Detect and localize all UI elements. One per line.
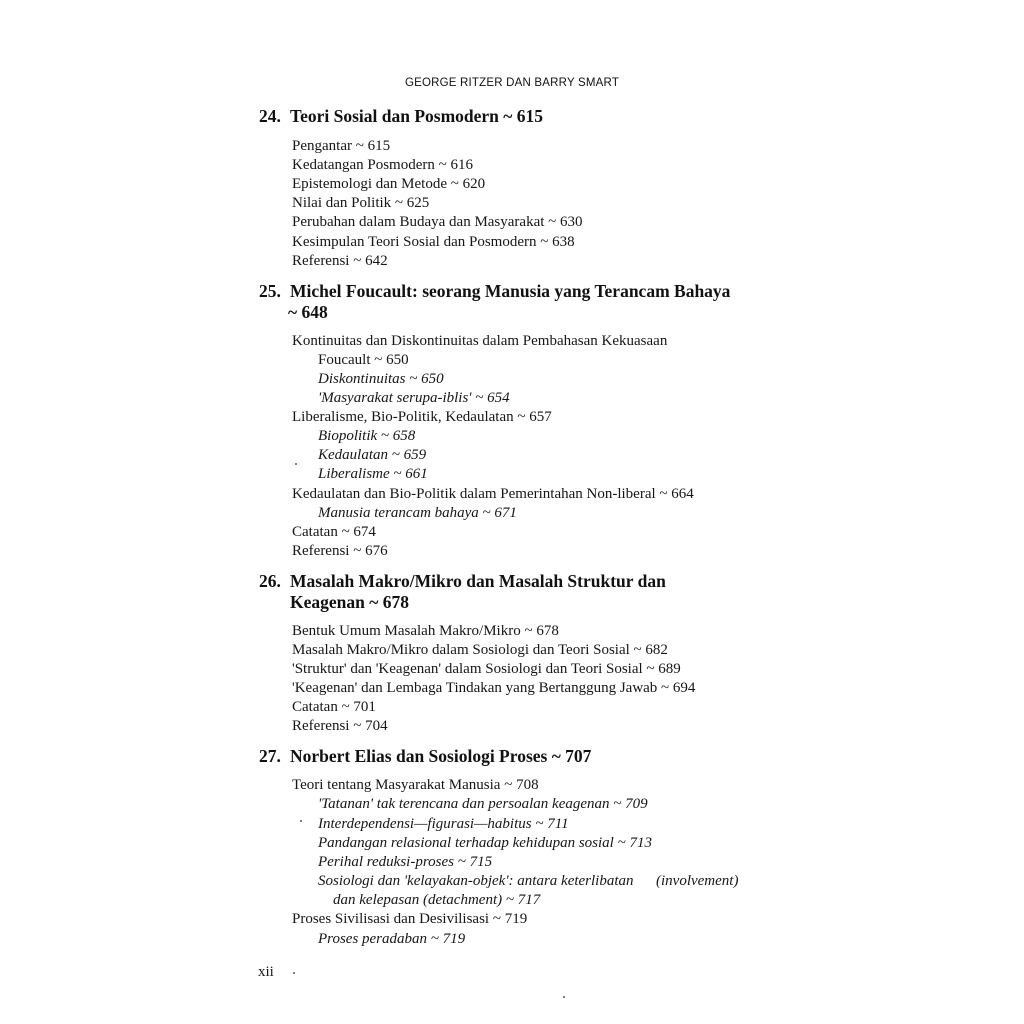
toc-subentry: 'Masyarakat serupa-iblis' ~ 654 bbox=[318, 390, 510, 406]
toc-entry: Kedatangan Posmodern ~ 616 bbox=[292, 157, 473, 173]
toc-entry: Pengantar ~ 615 bbox=[292, 138, 391, 154]
toc-subentry: dan kelepasan (detachment) ~ 717 bbox=[333, 892, 541, 908]
chapter-25-heading bbox=[259, 281, 730, 302]
toc-subentry: Interdependensi—figurasi—habitus ~ 711 bbox=[318, 816, 569, 832]
toc-entry: Teori tentang Masyarakat Manusia ~ 708 bbox=[292, 777, 539, 793]
toc-entry: Referensi ~ 642 bbox=[292, 253, 388, 269]
running-header: GEORGE RITZER DAN BARRY SMART bbox=[404, 77, 620, 89]
chapter-title: Masalah Makro/Mikro dan Masalah Struktur dan bbox=[290, 571, 666, 591]
chapter-number: 27. bbox=[259, 746, 281, 766]
toc-subentry: 'Tatanan' tak terencana dan persoalan keagenan ~ 709 bbox=[318, 796, 648, 812]
toc-entry: Catatan ~ 701 bbox=[292, 699, 376, 715]
toc-subentry: Kedaulatan ~ 659 bbox=[318, 447, 427, 463]
scan-speck bbox=[300, 820, 302, 822]
toc-subentry: Liberalisme ~ 661 bbox=[318, 466, 428, 482]
scan-speck bbox=[563, 996, 565, 998]
chapter-26-heading bbox=[259, 571, 666, 592]
toc-entry: Perubahan dalam Budaya dan Masyarakat ~ 630 bbox=[292, 214, 583, 230]
chapter-number: 26. bbox=[259, 571, 281, 591]
toc-entry: Referensi ~ 704 bbox=[292, 718, 388, 734]
toc-entry: Catatan ~ 674 bbox=[292, 524, 376, 540]
toc-entry: Masalah Makro/Mikro dalam Sosiologi dan Teori Sosial ~ 682 bbox=[292, 642, 668, 658]
chapter-24-heading bbox=[259, 106, 543, 127]
toc-entry: Referensi ~ 676 bbox=[292, 543, 388, 559]
toc-entry: Proses Sivilisasi dan Desivilisasi ~ 719 bbox=[292, 911, 528, 927]
toc-entry: Kontinuitas dan Diskontinuitas dalam Pembahasan Kekuasaan bbox=[292, 333, 668, 349]
toc-subentry: Proses peradaban ~ 719 bbox=[318, 931, 466, 947]
toc-entry: 'Keagenan' dan Lembaga Tindakan yang Bertanggung Jawab ~ 694 bbox=[292, 680, 696, 696]
toc-entry: Foucault ~ 650 bbox=[318, 352, 409, 368]
chapter-title: Michel Foucault: seorang Manusia yang Terancam Bahaya bbox=[290, 281, 731, 301]
chapter-number: 25. bbox=[259, 281, 281, 301]
toc-subentry: Pandangan relasional terhadap kehidupan sosial ~ 713 bbox=[318, 835, 652, 851]
toc-entry: Kedaulatan dan Bio-Politik dalam Pemerintahan Non-liberal ~ 664 bbox=[292, 486, 694, 502]
toc-subentry: Manusia terancam bahaya ~ 671 bbox=[318, 505, 517, 521]
page-number: xii bbox=[258, 964, 274, 980]
chapter-title: Norbert Elias dan Sosiologi Proses ~ 707 bbox=[290, 746, 592, 766]
toc-entry: Nilai dan Politik ~ 625 bbox=[292, 195, 430, 211]
chapter-title: Teori Sosial dan Posmodern ~ 615 bbox=[290, 106, 543, 126]
chapter-27-heading bbox=[259, 746, 591, 767]
scan-speck bbox=[295, 463, 297, 465]
toc-entry: Kesimpulan Teori Sosial dan Posmodern ~ 638 bbox=[292, 234, 575, 250]
toc-subentry: Perihal reduksi-proses ~ 715 bbox=[318, 854, 493, 870]
toc-subentry: Diskontinuitas ~ 650 bbox=[318, 371, 444, 387]
toc-subentry-aside: (involvement) bbox=[656, 873, 739, 889]
chapter-title-continuation: Keagenan ~ 678 bbox=[290, 592, 409, 612]
toc-entry: Epistemologi dan Metode ~ 620 bbox=[292, 176, 486, 192]
toc-subentry: Sosiologi dan 'kelayakan-objek': antara keterlibatan bbox=[318, 873, 634, 889]
toc-entry: Bentuk Umum Masalah Makro/Mikro ~ 678 bbox=[292, 623, 559, 639]
chapter-number: 24. bbox=[259, 106, 281, 126]
toc-entry: 'Struktur' dan 'Keagenan' dalam Sosiologi dan Teori Sosial ~ 689 bbox=[292, 661, 681, 677]
toc-subentry: Biopolitik ~ 658 bbox=[318, 428, 416, 444]
toc-entry: Liberalisme, Bio-Politik, Kedaulatan ~ 657 bbox=[292, 409, 552, 425]
scan-speck bbox=[293, 972, 295, 974]
chapter-title-continuation: ~ 648 bbox=[288, 302, 328, 322]
